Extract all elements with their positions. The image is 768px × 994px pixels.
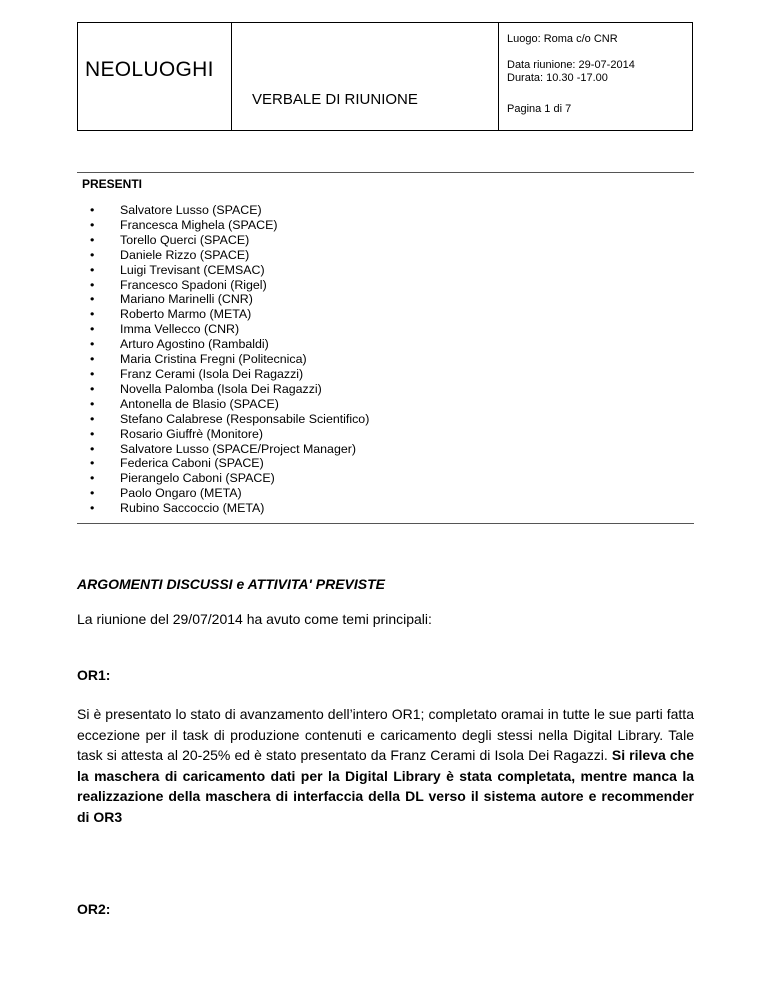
or1-text: Si è presentato lo stato di avanzamento dell’intero OR1; completato oramai in tutte le sue parti fatta eccezione per il task di produzione contenuti e caricamento degli stessi nella Digital Library. Tale task si attesta al 20-25% ed è stato presentato da Franz Cerami di Isola Dei Ragazzi. bbox=[77, 706, 694, 763]
attendee-name: Salvatore Lusso (SPACE/Project Manager) bbox=[120, 441, 356, 456]
bullet-icon: • bbox=[90, 486, 95, 501]
attendee-item bbox=[90, 456, 369, 471]
or1-bold-text: Si rileva che la maschera di caricamento dati per la Digital Library è stata completata, mentre manca la realizzazione della maschera di interfaccia della DL verso il sistema autore e recommender di OR3 bbox=[77, 747, 694, 825]
bullet-icon: • bbox=[90, 441, 95, 456]
header-brand-cell bbox=[78, 23, 232, 130]
attendees-list bbox=[90, 203, 369, 516]
bullet-icon: • bbox=[90, 277, 95, 292]
attendee-name: Roberto Marmo (META) bbox=[120, 307, 252, 322]
attendee-item bbox=[90, 427, 369, 442]
attendee-name: Arturo Agostino (Rambaldi) bbox=[120, 337, 269, 352]
page-number: Pagina 1 di 7 bbox=[507, 103, 572, 115]
bullet-icon: • bbox=[90, 292, 95, 307]
attendee-name: Antonella de Blasio (SPACE) bbox=[120, 396, 279, 411]
attendee-item bbox=[90, 471, 369, 486]
attendee-item bbox=[90, 486, 369, 501]
attendee-item bbox=[90, 218, 369, 233]
header-title-cell bbox=[232, 23, 499, 130]
document-title: VERBALE DI RIUNIONE bbox=[252, 91, 418, 108]
attendee-item bbox=[90, 203, 369, 218]
attendee-name: Rosario Giuffrè (Monitore) bbox=[120, 426, 264, 441]
attendee-item bbox=[90, 442, 369, 457]
bullet-icon: • bbox=[90, 217, 95, 232]
attendee-name: Imma Vellecco (CNR) bbox=[120, 322, 240, 337]
attendee-item bbox=[90, 292, 369, 307]
attendee-item bbox=[90, 307, 369, 322]
header-info-cell bbox=[499, 23, 692, 130]
or1-heading: OR1: bbox=[77, 667, 111, 683]
meeting-duration: Durata: 10.30 -17.00 bbox=[507, 72, 608, 84]
attendee-item bbox=[90, 397, 369, 412]
attendees-heading: PRESENTI bbox=[82, 177, 143, 191]
divider-bottom bbox=[77, 523, 694, 524]
bullet-icon: • bbox=[90, 426, 95, 441]
attendee-name: Stefano Calabrese (Responsabile Scientifico) bbox=[120, 411, 370, 426]
attendee-name: Francesca Mighela (SPACE) bbox=[120, 217, 278, 232]
bullet-icon: • bbox=[90, 352, 95, 367]
header-table bbox=[77, 22, 693, 131]
attendee-name: Paolo Ongaro (META) bbox=[120, 486, 242, 501]
meeting-place: Luogo: Roma c/o CNR bbox=[507, 33, 618, 45]
bullet-icon: • bbox=[90, 247, 95, 262]
attendee-name: Pierangelo Caboni (SPACE) bbox=[120, 471, 275, 486]
attendee-item bbox=[90, 412, 369, 427]
bullet-icon: • bbox=[90, 232, 95, 247]
or2-heading: OR2: bbox=[77, 901, 111, 917]
bullet-icon: • bbox=[90, 396, 95, 411]
bullet-icon: • bbox=[90, 411, 95, 426]
bullet-icon: • bbox=[90, 381, 95, 396]
attendee-item bbox=[90, 322, 369, 337]
attendee-name: Federica Caboni (SPACE) bbox=[120, 456, 264, 471]
section-title: ARGOMENTI DISCUSSI e ATTIVITA' PREVISTE bbox=[77, 576, 385, 592]
attendee-item bbox=[90, 263, 369, 278]
divider-top bbox=[77, 172, 694, 173]
attendee-item bbox=[90, 278, 369, 293]
or1-paragraph bbox=[77, 704, 694, 827]
attendee-name: Francesco Spadoni (Rigel) bbox=[120, 277, 267, 292]
attendee-name: Daniele Rizzo (SPACE) bbox=[120, 247, 250, 262]
bullet-icon: • bbox=[90, 307, 95, 322]
attendee-item bbox=[90, 382, 369, 397]
bullet-icon: • bbox=[90, 471, 95, 486]
attendee-name: Novella Palomba (Isola Dei Ragazzi) bbox=[120, 381, 322, 396]
attendee-item bbox=[90, 248, 369, 263]
bullet-icon: • bbox=[90, 456, 95, 471]
meeting-date: Data riunione: 29-07-2014 bbox=[507, 59, 635, 71]
attendee-name: Rubino Saccoccio (META) bbox=[120, 501, 265, 516]
attendee-name: Mariano Marinelli (CNR) bbox=[120, 292, 253, 307]
brand-name: NEOLUOGHI bbox=[85, 58, 214, 81]
attendee-item bbox=[90, 501, 369, 516]
intro-text: La riunione del 29/07/2014 ha avuto come temi principali: bbox=[77, 611, 432, 627]
bullet-icon: • bbox=[90, 366, 95, 381]
bullet-icon: • bbox=[90, 262, 95, 277]
bullet-icon: • bbox=[90, 203, 95, 217]
attendee-name: Salvatore Lusso (SPACE) bbox=[120, 203, 262, 217]
bullet-icon: • bbox=[90, 322, 95, 337]
attendee-item bbox=[90, 352, 369, 367]
attendee-name: Maria Cristina Fregni (Politecnica) bbox=[120, 352, 307, 367]
attendee-name: Franz Cerami (Isola Dei Ragazzi) bbox=[120, 366, 304, 381]
attendee-name: Luigi Trevisant (CEMSAC) bbox=[120, 262, 265, 277]
bullet-icon: • bbox=[90, 337, 95, 352]
attendee-name: Torello Querci (SPACE) bbox=[120, 232, 250, 247]
attendee-item bbox=[90, 367, 369, 382]
attendee-item bbox=[90, 233, 369, 248]
bullet-icon: • bbox=[90, 501, 95, 516]
attendee-item bbox=[90, 337, 369, 352]
